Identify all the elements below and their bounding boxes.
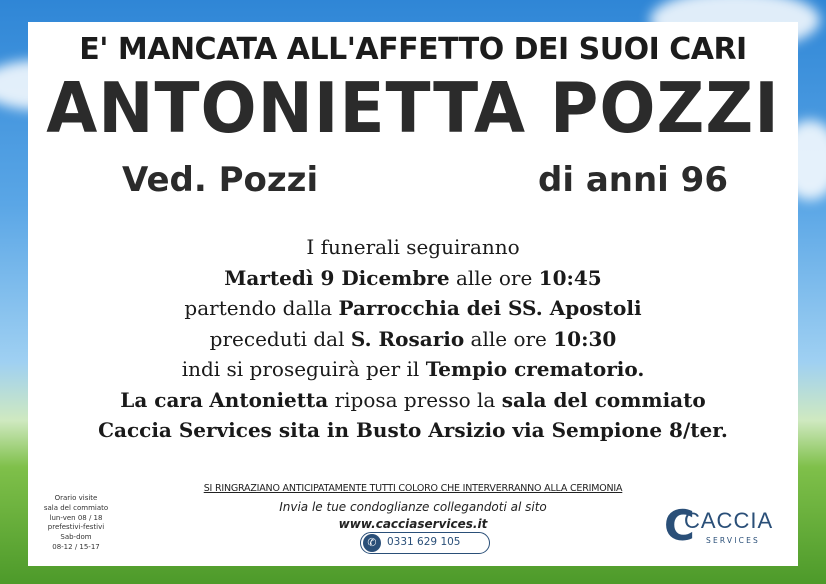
thanks-line: SI RINGRAZIANO ANTICIPATAMENTE TUTTI COLORO CHE INTERVERRANNO ALLA CERIMONIA (203, 483, 623, 494)
funeral-line-5: indi si proseguirà per il Tempio crematorio. (181, 357, 645, 381)
logo-subtitle: SERVICES (706, 536, 760, 545)
funeral-line-6: La cara Antonietta riposa presso la sala del commiato (120, 387, 706, 412)
visiting-hours: Orario visite sala del commiato lun-ven 08 / 18 prefestivi-festivi Sab-dom 08-12 / 15-17 (43, 494, 109, 551)
funeral-line-1: I funerali seguiranno (306, 235, 520, 259)
logo-c-mark-icon: C (664, 501, 695, 550)
funeral-line-3: partendo dalla Parrocchia dei SS. Apostoli (184, 296, 642, 320)
phone-badge[interactable] (360, 532, 490, 554)
website-link[interactable]: www.cacciaservices.it (338, 517, 488, 531)
deceased-name: ANTONIETTA POZZI (46, 68, 780, 149)
funeral-line-4: preceduti dal S. Rosario alle ore 10:30 (209, 326, 617, 351)
phone-number: 0331 629 105 (387, 536, 461, 548)
funeral-details (28, 232, 798, 446)
funeral-line-2: Martedì 9 Dicembre alle ore 10:45 (224, 265, 602, 290)
headline: E' MANCATA ALL'AFFETTO DEI SUOI CARI (79, 32, 747, 67)
funeral-line-7: Caccia Services sita in Busto Arsizio via Sempione 8/ter. (98, 418, 728, 442)
widow-of: Ved. Pozzi (122, 160, 319, 200)
phone-icon: ✆ (363, 534, 381, 552)
age: di anni 96 (538, 160, 728, 200)
caccia-logo (662, 501, 788, 550)
obituary-notice (28, 22, 798, 566)
condolences-text: Invia le tue condoglianze collegandoti al sito (279, 500, 547, 514)
logo-word: CACCIA (684, 508, 774, 533)
